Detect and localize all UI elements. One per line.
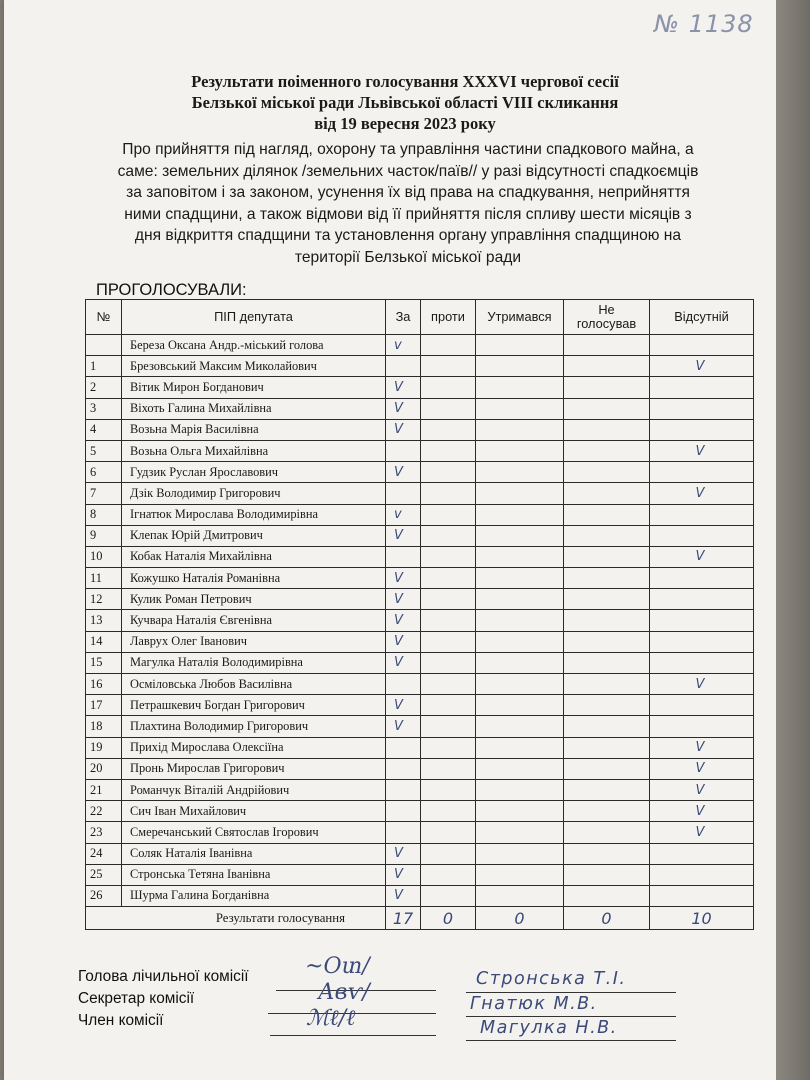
- row-number: [86, 335, 122, 356]
- table-row: [86, 737, 754, 758]
- vote-absent-mark: V: [650, 779, 754, 800]
- table-row: [86, 440, 754, 461]
- vote-abstained-cell: [476, 716, 564, 737]
- deputy-name: Береза Оксана Андр.-міський голова: [122, 335, 386, 356]
- table-row: [86, 504, 754, 525]
- vote-for-mark: [386, 801, 421, 822]
- vote-against-cell: [421, 716, 476, 737]
- vote-for-mark: V: [386, 377, 421, 398]
- deputy-name: Брезовський Максим Миколайович: [122, 356, 386, 377]
- vote-absent-mark: [650, 631, 754, 652]
- vote-abstained-cell: [476, 419, 564, 440]
- vote-against-cell: [421, 335, 476, 356]
- vote-against-cell: [421, 568, 476, 589]
- vote-not-voted-cell: [564, 758, 650, 779]
- vote-not-voted-cell: [564, 843, 650, 864]
- vote-not-voted-cell: [564, 589, 650, 610]
- vote-not-voted-cell: [564, 779, 650, 800]
- vote-not-voted-cell: [564, 737, 650, 758]
- row-number: 11: [86, 568, 122, 589]
- header-for: За: [386, 300, 421, 335]
- secretary-signature: Авѵ/: [318, 980, 370, 1005]
- deputy-name: Сич Іван Михайлович: [122, 801, 386, 822]
- vote-for-mark: v: [386, 504, 421, 525]
- vote-against-cell: [421, 843, 476, 864]
- vote-absent-mark: V: [650, 440, 754, 461]
- vote-abstained-cell: [476, 546, 564, 567]
- vote-absent-mark: [650, 525, 754, 546]
- row-number: 22: [86, 801, 122, 822]
- total-against: 0: [421, 907, 476, 930]
- vote-for-mark: v: [386, 335, 421, 356]
- vote-against-cell: [421, 885, 476, 906]
- vote-abstained-cell: [476, 610, 564, 631]
- vote-abstained-cell: [476, 779, 564, 800]
- vote-against-cell: [421, 525, 476, 546]
- vote-not-voted-cell: [564, 356, 650, 377]
- deputy-name: Гудзик Руслан Ярославович: [122, 462, 386, 483]
- deputy-name: Кобак Наталія Михайлівна: [122, 546, 386, 567]
- deputy-name: Вітик Мирон Богданович: [122, 377, 386, 398]
- vote-not-voted-cell: [564, 885, 650, 906]
- deputy-name: Віхоть Галина Михайлівна: [122, 398, 386, 419]
- vote-abstained-cell: [476, 483, 564, 504]
- table-row: [86, 398, 754, 419]
- row-number: 5: [86, 440, 122, 461]
- vote-abstained-cell: [476, 674, 564, 695]
- vote-absent-mark: V: [650, 822, 754, 843]
- table-row: [86, 483, 754, 504]
- table-header-row: [86, 300, 754, 335]
- row-number: 26: [86, 885, 122, 906]
- vote-absent-mark: V: [650, 801, 754, 822]
- heading-line-1: Результати поіменного голосування XXXVI чергової сесії: [191, 72, 619, 91]
- deputy-name: Соляк Наталія Іванівна: [122, 843, 386, 864]
- vote-abstained-cell: [476, 462, 564, 483]
- vote-against-cell: [421, 504, 476, 525]
- chair-signature: ~Օտ/: [305, 954, 370, 979]
- deputy-name: Шурма Галина Богданівна: [122, 885, 386, 906]
- heading-line-2: Белзької міської ради Львівської області VIII скликання: [191, 93, 619, 112]
- vote-abstained-cell: [476, 695, 564, 716]
- row-number: 24: [86, 843, 122, 864]
- deputy-name: Возьна Ольга Михайлівна: [122, 440, 386, 461]
- subject-line: території Белзької міської ради: [294, 248, 522, 266]
- vote-against-cell: [421, 674, 476, 695]
- vote-abstained-cell: [476, 525, 564, 546]
- vote-absent-mark: [650, 335, 754, 356]
- table-row: [86, 631, 754, 652]
- vote-absent-mark: [650, 589, 754, 610]
- vote-against-cell: [421, 589, 476, 610]
- deputy-name: Дзік Володимир Григорович: [122, 483, 386, 504]
- vote-absent-mark: [650, 843, 754, 864]
- vote-for-mark: V: [386, 885, 421, 906]
- subject-line: Про прийняття під нагляд, охорону та управління частини спадкового майна, а: [122, 141, 694, 158]
- header-against: проти: [421, 300, 476, 335]
- vote-absent-mark: V: [650, 737, 754, 758]
- vote-not-voted-cell: [564, 568, 650, 589]
- vote-not-voted-cell: [564, 335, 650, 356]
- total-for: 17: [386, 907, 421, 930]
- vote-abstained-cell: [476, 843, 564, 864]
- row-number: 23: [86, 822, 122, 843]
- table-row: [86, 885, 754, 906]
- vote-for-mark: V: [386, 652, 421, 673]
- deputy-name: Лаврух Олег Іванович: [122, 631, 386, 652]
- row-number: 13: [86, 610, 122, 631]
- vote-against-cell: [421, 356, 476, 377]
- vote-absent-mark: [650, 377, 754, 398]
- member-label: Член комісії: [78, 1012, 164, 1029]
- table-row: [86, 864, 754, 885]
- vote-against-cell: [421, 462, 476, 483]
- vote-for-mark: V: [386, 419, 421, 440]
- subject-line: саме: земельних ділянок /земельних часток/паїв// у разі відсутності спадкоємців: [117, 162, 699, 180]
- member-name-handwritten: Магулка Н.В.: [480, 1018, 618, 1038]
- vote-abstained-cell: [476, 737, 564, 758]
- row-number: 6: [86, 462, 122, 483]
- vote-for-mark: [386, 674, 421, 695]
- deputy-name: Осміловська Любов Василівна: [122, 674, 386, 695]
- vote-for-mark: V: [386, 525, 421, 546]
- vote-for-mark: V: [386, 843, 421, 864]
- row-number: 25: [86, 864, 122, 885]
- vote-not-voted-cell: [564, 546, 650, 567]
- vote-against-cell: [421, 695, 476, 716]
- vote-not-voted-cell: [564, 631, 650, 652]
- table-row: [86, 525, 754, 546]
- vote-rows: [86, 335, 754, 907]
- secretary-label: Секретар комісії: [78, 990, 195, 1007]
- chair-label: Голова лічильної комісії: [78, 968, 249, 985]
- vote-not-voted-cell: [564, 674, 650, 695]
- vote-abstained-cell: [476, 885, 564, 906]
- vote-for-mark: V: [386, 589, 421, 610]
- table-row: [86, 652, 754, 673]
- vote-absent-mark: [650, 864, 754, 885]
- header-abstained: Утримався: [476, 300, 564, 335]
- vote-against-cell: [421, 737, 476, 758]
- table-row: [86, 377, 754, 398]
- vote-against-cell: [421, 652, 476, 673]
- vote-for-mark: V: [386, 695, 421, 716]
- vote-against-cell: [421, 822, 476, 843]
- vote-abstained-cell: [476, 440, 564, 461]
- vote-abstained-cell: [476, 652, 564, 673]
- vote-table: [85, 299, 754, 930]
- vote-for-mark: V: [386, 568, 421, 589]
- deputy-name: Клепак Юрій Дмитрович: [122, 525, 386, 546]
- voted-label: ПРОГОЛОСУВАЛИ:: [96, 281, 247, 299]
- vote-absent-mark: [650, 652, 754, 673]
- deputy-name: Стронська Тетяна Іванівна: [122, 864, 386, 885]
- vote-not-voted-cell: [564, 652, 650, 673]
- vote-for-mark: V: [386, 631, 421, 652]
- header-absent: Відсутній: [650, 300, 754, 335]
- vote-for-mark: [386, 822, 421, 843]
- table-row: [86, 822, 754, 843]
- document-number-stamp: № 1138: [654, 10, 754, 38]
- subject-line: дня відкриття спадщини та установлення органу управління спадщиною на: [134, 227, 682, 244]
- row-number: 2: [86, 377, 122, 398]
- total-absent: 10: [650, 907, 754, 930]
- vote-not-voted-cell: [564, 610, 650, 631]
- name-line: [466, 992, 676, 993]
- vote-absent-mark: V: [650, 546, 754, 567]
- vote-against-cell: [421, 758, 476, 779]
- vote-against-cell: [421, 377, 476, 398]
- table-row: [86, 462, 754, 483]
- vote-not-voted-cell: [564, 525, 650, 546]
- table-row: [86, 546, 754, 567]
- vote-for-mark: V: [386, 610, 421, 631]
- deputy-name: Магулка Наталія Володимирівна: [122, 652, 386, 673]
- vote-against-cell: [421, 398, 476, 419]
- vote-abstained-cell: [476, 398, 564, 419]
- vote-not-voted-cell: [564, 398, 650, 419]
- table-row: [86, 610, 754, 631]
- vote-absent-mark: [650, 504, 754, 525]
- vote-abstained-cell: [476, 801, 564, 822]
- table-row: [86, 758, 754, 779]
- table-row: [86, 419, 754, 440]
- vote-for-mark: [386, 356, 421, 377]
- deputy-name: Кожушко Наталія Романівна: [122, 568, 386, 589]
- subject-line: ними спадщини, а також відмови від її прийняття після спливу шести місяців з: [124, 205, 692, 223]
- vote-for-mark: [386, 779, 421, 800]
- deputy-name: Прихід Мирослава Олексіїна: [122, 737, 386, 758]
- row-number: 10: [86, 546, 122, 567]
- table-row: [86, 716, 754, 737]
- row-number: 17: [86, 695, 122, 716]
- deputy-name: Ігнатюк Мирослава Володимирівна: [122, 504, 386, 525]
- row-number: 14: [86, 631, 122, 652]
- vote-absent-mark: [650, 419, 754, 440]
- table-row: [86, 568, 754, 589]
- vote-not-voted-cell: [564, 483, 650, 504]
- table-row: [86, 674, 754, 695]
- table-row: [86, 843, 754, 864]
- row-number: 16: [86, 674, 122, 695]
- subject-line: за заповітом і за законом, усунення їх від права на спадкування, неприйняття: [126, 184, 690, 201]
- vote-against-cell: [421, 801, 476, 822]
- signature-line: [270, 1035, 436, 1036]
- deputy-name: Смеречанський Святослав Ігорович: [122, 822, 386, 843]
- row-number: 19: [86, 737, 122, 758]
- vote-for-mark: [386, 758, 421, 779]
- vote-absent-mark: [650, 716, 754, 737]
- header-name: ПІП депутата: [122, 300, 386, 335]
- row-number: 12: [86, 589, 122, 610]
- vote-for-mark: [386, 440, 421, 461]
- deputy-name: Петрашкевич Богдан Григорович: [122, 695, 386, 716]
- vote-absent-mark: V: [650, 483, 754, 504]
- vote-not-voted-cell: [564, 695, 650, 716]
- vote-abstained-cell: [476, 864, 564, 885]
- vote-not-voted-cell: [564, 440, 650, 461]
- vote-absent-mark: [650, 568, 754, 589]
- vote-abstained-cell: [476, 631, 564, 652]
- total-abstained: 0: [476, 907, 564, 930]
- header-not-voted: Не голосував: [564, 300, 650, 335]
- vote-not-voted-cell: [564, 504, 650, 525]
- vote-not-voted-cell: [564, 801, 650, 822]
- row-number: 3: [86, 398, 122, 419]
- vote-abstained-cell: [476, 568, 564, 589]
- vote-for-mark: V: [386, 864, 421, 885]
- name-line: [466, 1016, 676, 1017]
- vote-against-cell: [421, 631, 476, 652]
- total-not-voted: 0: [564, 907, 650, 930]
- heading-date: від 19 вересня 2023 року: [314, 114, 496, 133]
- row-number: 15: [86, 652, 122, 673]
- name-line: [466, 1040, 676, 1041]
- deputy-name: Пронь Мирослав Григорович: [122, 758, 386, 779]
- row-number: 1: [86, 356, 122, 377]
- vote-abstained-cell: [476, 377, 564, 398]
- vote-not-voted-cell: [564, 462, 650, 483]
- table-row: [86, 589, 754, 610]
- totals-label: Результати голосування: [86, 907, 386, 930]
- vote-not-voted-cell: [564, 864, 650, 885]
- vote-abstained-cell: [476, 504, 564, 525]
- table-row: [86, 335, 754, 356]
- deputy-name: Кучвара Наталія Євгенівна: [122, 610, 386, 631]
- vote-absent-mark: [650, 398, 754, 419]
- vote-for-mark: V: [386, 716, 421, 737]
- table-row: [86, 801, 754, 822]
- deputy-name: Возьна Марія Василівна: [122, 419, 386, 440]
- vote-absent-mark: V: [650, 356, 754, 377]
- table-row: [86, 779, 754, 800]
- background-edge: [776, 0, 810, 1080]
- row-number: 8: [86, 504, 122, 525]
- vote-for-mark: V: [386, 462, 421, 483]
- member-signature: ℳℓ/ℓ: [306, 1006, 356, 1031]
- vote-not-voted-cell: [564, 419, 650, 440]
- vote-against-cell: [421, 864, 476, 885]
- header-number: №: [86, 300, 122, 335]
- row-number: 18: [86, 716, 122, 737]
- vote-against-cell: [421, 440, 476, 461]
- vote-absent-mark: [650, 885, 754, 906]
- vote-for-mark: [386, 737, 421, 758]
- row-number: 21: [86, 779, 122, 800]
- secretary-name-handwritten: Гнатюк М.В.: [470, 994, 598, 1014]
- vote-abstained-cell: [476, 758, 564, 779]
- deputy-name: Плахтина Володимир Григорович: [122, 716, 386, 737]
- vote-against-cell: [421, 546, 476, 567]
- row-number: 9: [86, 525, 122, 546]
- vote-against-cell: [421, 483, 476, 504]
- chair-name-handwritten: Стронська Т.І.: [476, 969, 627, 989]
- vote-abstained-cell: [476, 335, 564, 356]
- vote-abstained-cell: [476, 356, 564, 377]
- vote-absent-mark: [650, 610, 754, 631]
- vote-abstained-cell: [476, 589, 564, 610]
- totals-row: [86, 907, 754, 930]
- vote-against-cell: [421, 419, 476, 440]
- vote-for-mark: V: [386, 398, 421, 419]
- vote-for-mark: [386, 483, 421, 504]
- row-number: 4: [86, 419, 122, 440]
- vote-absent-mark: V: [650, 674, 754, 695]
- row-number: 7: [86, 483, 122, 504]
- vote-against-cell: [421, 779, 476, 800]
- decision-subject: [78, 139, 738, 268]
- deputy-name: Кулик Роман Петрович: [122, 589, 386, 610]
- vote-not-voted-cell: [564, 716, 650, 737]
- table-row: [86, 695, 754, 716]
- table-row: [86, 356, 754, 377]
- deputy-name: Романчук Віталій Андрійович: [122, 779, 386, 800]
- vote-against-cell: [421, 610, 476, 631]
- vote-not-voted-cell: [564, 377, 650, 398]
- vote-absent-mark: [650, 695, 754, 716]
- row-number: 20: [86, 758, 122, 779]
- vote-absent-mark: [650, 462, 754, 483]
- vote-not-voted-cell: [564, 822, 650, 843]
- vote-for-mark: [386, 546, 421, 567]
- vote-absent-mark: V: [650, 758, 754, 779]
- vote-abstained-cell: [476, 822, 564, 843]
